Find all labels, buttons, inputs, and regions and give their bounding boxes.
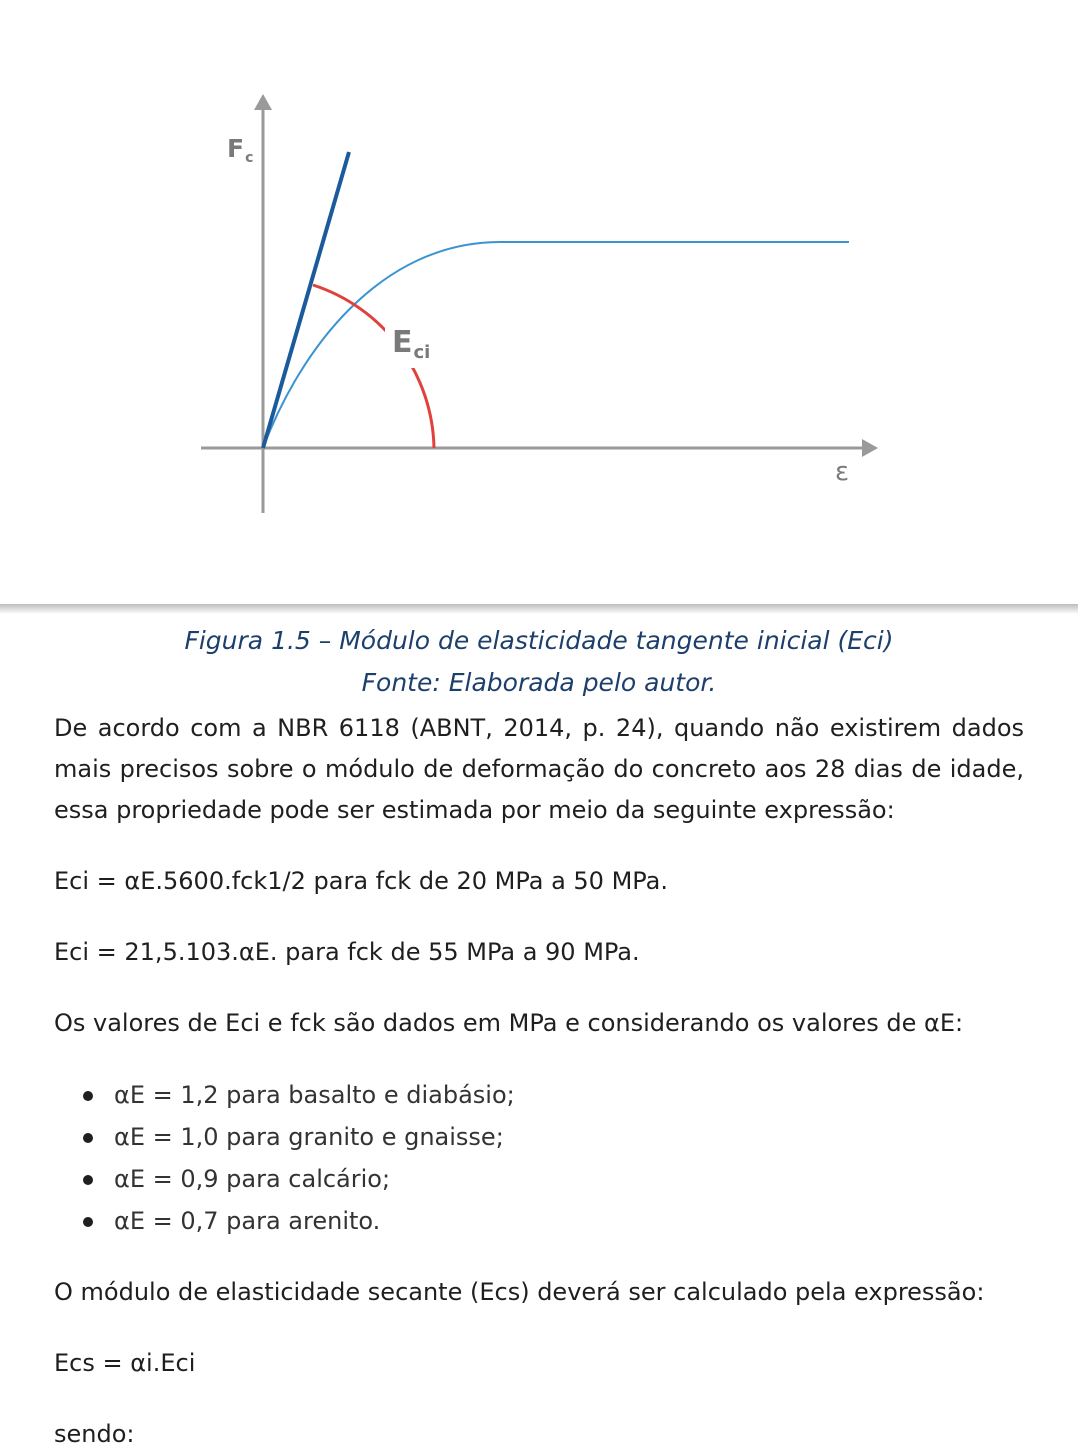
paragraph-alpha-values: Os valores de Eci e fck são dados em MPa e considerando os valores de αE: <box>54 1009 964 1037</box>
formula-eci-2: Eci = 21,5.103.αE. para fck de 55 MPa a 90 MPa. <box>54 938 640 966</box>
figure-area <box>0 0 1078 606</box>
article-content <box>54 708 1024 1455</box>
figure-source: Fonte: Elaborada pelo autor. <box>361 668 717 697</box>
bullet-icon <box>83 1133 93 1143</box>
curve-label-eci: $E_{ci}$ <box>392 325 431 363</box>
y-axis-arrow <box>254 94 272 110</box>
list-item <box>114 1074 1024 1116</box>
formula-eci-1: Eci = αE.5600.fck1/2 para fck de 20 MPa a 50 MPa. <box>54 867 669 895</box>
x-axis-label: ε <box>835 457 850 487</box>
list-item-text: αE = 1,2 para basalto e diabásio; <box>114 1081 515 1109</box>
paragraph-intro: De acordo com a NBR 6118 (ABNT, 2014, p. 24), quando não existirem dados mais precisos sobre o módulo de deformação do concreto aos 28 dias de idade, essa propriedade pode ser estimada por meio da seguinte expressão: <box>54 714 1024 824</box>
list-item <box>114 1200 1024 1242</box>
stress-strain-curve <box>263 242 849 448</box>
bullet-icon <box>83 1217 93 1227</box>
x-axis-arrow <box>862 439 878 457</box>
figure-shadow <box>0 604 1078 614</box>
figure-caption: Figura 1.5 – Módulo de elasticidade tangente inicial (Eci) <box>184 626 894 655</box>
y-axis-label: $F_c$ <box>227 134 254 166</box>
paragraph-secant: O módulo de elasticidade secante (Ecs) deverá ser calculado pela expressão: <box>54 1278 985 1306</box>
list-item <box>114 1116 1024 1158</box>
bullet-icon <box>83 1091 93 1101</box>
formula-ecs: Ecs = αi.Eci <box>54 1349 196 1377</box>
tangent-line <box>263 152 349 448</box>
list-item-text: αE = 0,7 para arenito. <box>114 1207 381 1235</box>
bullet-icon <box>83 1175 93 1185</box>
stress-strain-diagram <box>0 0 1078 606</box>
list-item-text: αE = 0,9 para calcário; <box>114 1165 391 1193</box>
paragraph-sendo: sendo: <box>54 1420 135 1448</box>
alpha-list <box>54 1074 1024 1242</box>
list-item <box>114 1158 1024 1200</box>
list-item-text: αE = 1,0 para granito e gnaisse; <box>114 1123 504 1151</box>
